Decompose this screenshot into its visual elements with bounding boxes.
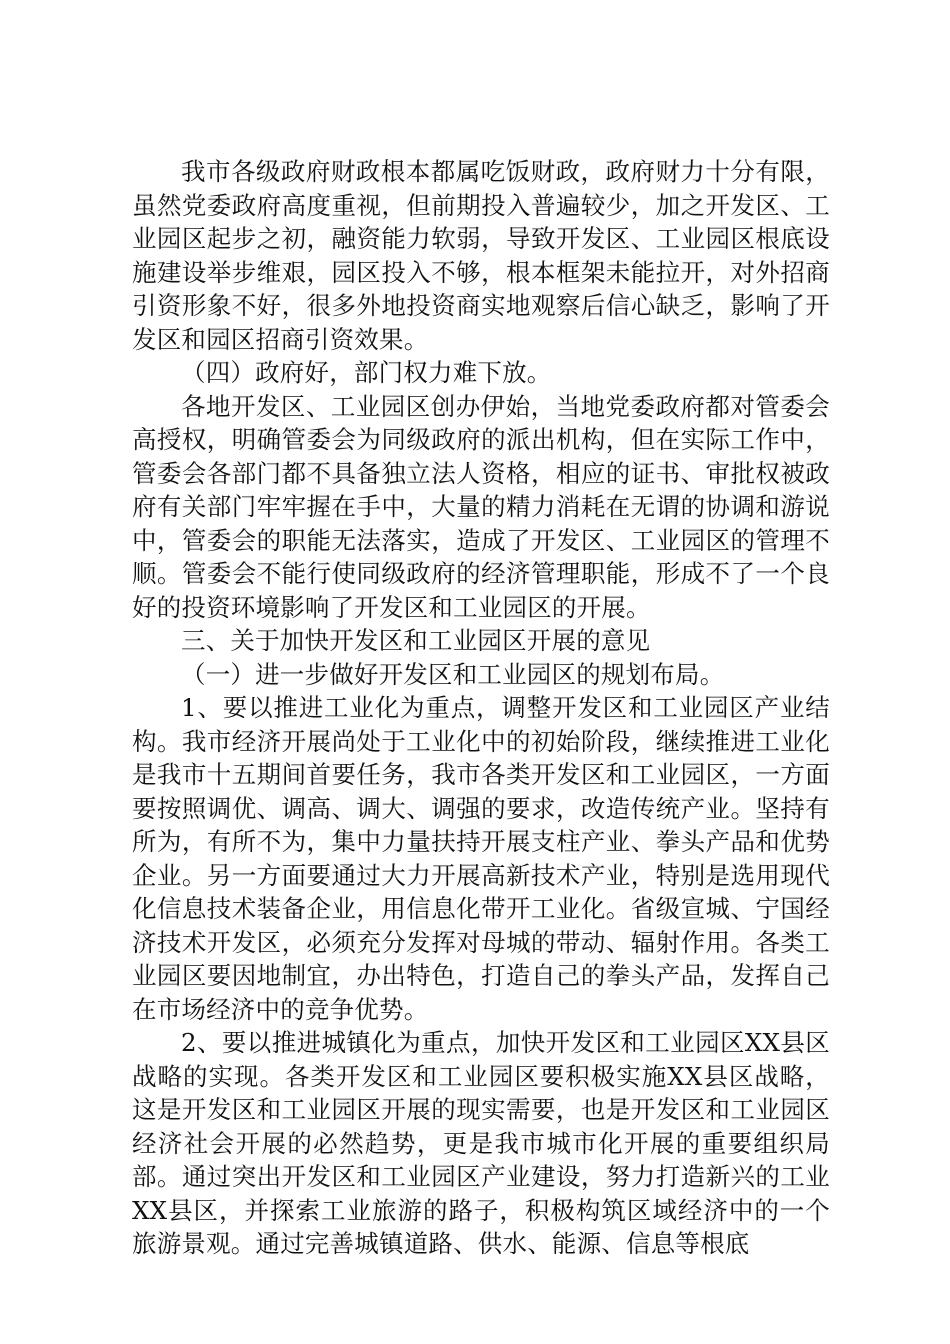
heading-section-4: （四）政府好，部门权力难下放。 bbox=[181, 358, 552, 387]
heading-part-3: 三、关于加快开发区和工业园区开展的意见 bbox=[181, 626, 651, 655]
paragraph-authority: 各地开发区、工业园区创办伊始，当地党委政府都对管委会高授权，明确管委会为同级政府的派出机构，但在实际工作中，管委会各部门都不具备独立法人资格，相应的证书、审批权被政府有关部门牢牢握在手中，大量的精力消耗在无谓的协调和游说中，管委会的职能无法落实，造成了开发区、工业园区的管理不顺。管委会不能行使同级政府的经济管理职能，形成不了一个良好的投资环境影响了开发区和工业园区的开展。 bbox=[132, 391, 830, 622]
paragraph-industrialization: 1、要以推进工业化为重点，调整开发区和工业园区产业结构。我市经济开展尚处于工业化中的初始阶段，继续推进工业化是我市十五期间首要任务，我市各类开发区和工业园区，一方面要按照调优、调高、调大、调强的要求，改造传统产业。坚持有所为，有所不为，集中力量扶持开展支柱产业、拳头产品和优势企业。另一方面要通过大力开展高新技术产业，特别是选用现代化信息技术装备企业，用信息化带开工业化。省级宣城、宁国经济技术开发区，必须充分发挥对母城的带动、辐射作用。各类工业园区要因地制宜，办出特色，打造自己的拳头产品，发挥自己在市场经济中的竞争优势。 bbox=[132, 693, 830, 1024]
paragraph-urbanization: 2、要以推进城镇化为重点，加快开发区和工业园区XX县区战略的实现。各类开发区和工业园区要积极实施XX县区战略，这是开发区和工业园区开展的现实需要，也是开发区和工业园区经济社会开展的必然趋势，更是我市城市化开展的重要组织局部。通过突出开发区和工业园区产业建设，努力打造新兴的工业XX县区，并探索工业旅游的路子，积极构筑区域经济中的一个旅游景观。通过完善城镇道路、供水、能源、信息等根底 bbox=[132, 1028, 830, 1258]
document-body bbox=[132, 155, 830, 1261]
heading-subsection-1: （一）进一步做好开发区和工业园区的规划布局。 bbox=[181, 659, 725, 689]
paragraph-finance: 我市各级政府财政根本都属吃饭财政，政府财力十分有限，虽然党委政府高度重视，但前期投入普遍较少，加之开发区、工业园区起步之初，融资能力软弱，导致开发区、工业园区根底设施建设举步维艰，园区投入不够，根本框架未能拉开，对外招商引资形象不好，很多外地投资商实地观察后信心缺乏，影响了开发区和园区招商引资效果。 bbox=[132, 157, 830, 354]
